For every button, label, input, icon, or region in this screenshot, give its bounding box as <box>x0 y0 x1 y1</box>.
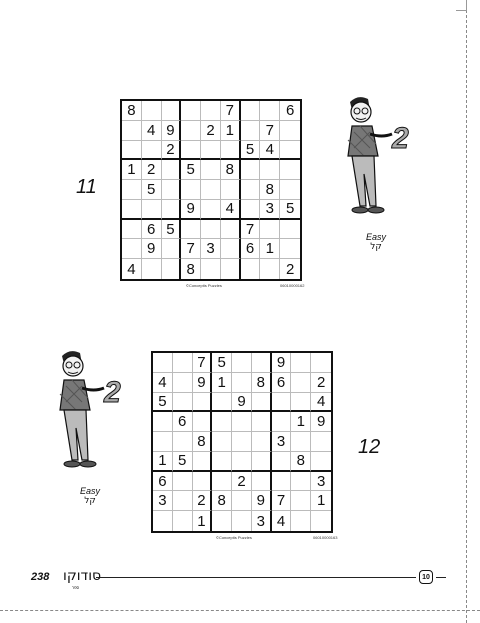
difficulty-hebrew: קל <box>84 496 96 506</box>
sudoku-cell[interactable]: 6 <box>272 373 292 393</box>
sudoku-cell[interactable] <box>241 180 261 200</box>
page-trim-line-right <box>466 0 467 623</box>
sudoku-cell[interactable]: 8 <box>291 452 311 472</box>
sudoku-cell[interactable]: 9 <box>272 353 292 373</box>
sudoku-cell[interactable] <box>260 259 280 279</box>
sudoku-cell[interactable] <box>221 180 241 200</box>
sudoku-cell[interactable]: 9 <box>232 393 252 413</box>
sudoku-cell[interactable]: 2 <box>311 373 331 393</box>
sudoku-cell[interactable]: 8 <box>221 160 241 180</box>
sudoku-cell[interactable]: 6 <box>173 412 193 432</box>
sudoku-cell[interactable] <box>162 200 182 220</box>
sudoku-cell[interactable] <box>153 412 173 432</box>
sudoku-cell[interactable] <box>311 353 331 373</box>
sudoku-cell[interactable] <box>291 393 311 413</box>
sudoku-cell[interactable]: 8 <box>212 491 232 511</box>
sudoku-cell[interactable] <box>181 220 201 240</box>
sudoku-cell[interactable]: 7 <box>272 491 292 511</box>
sudoku-cell[interactable] <box>241 121 261 141</box>
sudoku-cell[interactable] <box>272 393 292 413</box>
sudoku-cell[interactable] <box>181 101 201 121</box>
sudoku-cell[interactable] <box>232 432 252 452</box>
sudoku-cell[interactable] <box>162 160 182 180</box>
sudoku-cell[interactable] <box>221 259 241 279</box>
sudoku-cell[interactable] <box>272 452 292 472</box>
sudoku-cell[interactable]: 1 <box>193 511 213 531</box>
sudoku-cell[interactable]: 9 <box>311 412 331 432</box>
sudoku-cell[interactable]: 9 <box>193 373 213 393</box>
sudoku-cell[interactable] <box>153 432 173 452</box>
sudoku-grid-11[interactable] <box>120 99 302 281</box>
sudoku-cell[interactable]: 6 <box>280 101 300 121</box>
puzzle-code: 06010000162 <box>280 283 305 288</box>
sudoku-cell[interactable]: 9 <box>252 491 272 511</box>
sudoku-cell[interactable] <box>280 141 300 161</box>
sudoku-cell[interactable]: 8 <box>181 259 201 279</box>
sudoku-cell[interactable] <box>162 259 182 279</box>
sudoku-cell[interactable] <box>260 220 280 240</box>
sudoku-cell[interactable]: 1 <box>260 239 280 259</box>
sudoku-cell[interactable] <box>260 160 280 180</box>
sudoku-cell[interactable] <box>252 472 272 492</box>
sudoku-cell[interactable] <box>241 200 261 220</box>
sudoku-cell[interactable] <box>280 220 300 240</box>
sudoku-cell[interactable] <box>272 412 292 432</box>
sudoku-cell[interactable]: 5 <box>241 141 261 161</box>
sudoku-cell[interactable] <box>122 200 142 220</box>
sudoku-cell[interactable]: 2 <box>193 491 213 511</box>
sudoku-cell[interactable] <box>173 491 193 511</box>
sudoku-cell[interactable] <box>280 239 300 259</box>
sudoku-cell[interactable] <box>280 160 300 180</box>
sudoku-cell[interactable] <box>232 412 252 432</box>
sudoku-cell[interactable] <box>201 101 221 121</box>
sudoku-cell[interactable]: 4 <box>260 141 280 161</box>
difficulty-english: Easy <box>365 232 386 242</box>
page-trim-line-bottom <box>0 610 480 611</box>
sudoku-cell[interactable] <box>193 452 213 472</box>
sudoku-cell[interactable] <box>311 511 331 531</box>
sudoku-cell[interactable]: 9 <box>142 239 162 259</box>
sudoku-cell[interactable] <box>291 472 311 492</box>
sudoku-cell[interactable] <box>212 511 232 531</box>
sudoku-cell[interactable] <box>193 412 213 432</box>
sudoku-cell[interactable] <box>193 393 213 413</box>
sudoku-cell[interactable] <box>142 200 162 220</box>
sudoku-cell[interactable] <box>201 180 221 200</box>
sudoku-cell[interactable] <box>173 511 193 531</box>
sudoku-cell[interactable] <box>291 511 311 531</box>
sudoku-cell[interactable] <box>201 220 221 240</box>
svg-text:2: 2 <box>392 122 409 155</box>
sudoku-cell[interactable]: 9 <box>181 200 201 220</box>
sudoku-cell[interactable] <box>252 353 272 373</box>
sudoku-cell[interactable] <box>280 180 300 200</box>
sudoku-cell[interactable] <box>241 160 261 180</box>
sudoku-cell[interactable]: 7 <box>181 239 201 259</box>
page-number: 238 <box>31 571 50 583</box>
sudoku-cell[interactable] <box>142 259 162 279</box>
sudoku-cell[interactable] <box>291 432 311 452</box>
sudoku-cell[interactable]: 7 <box>193 353 213 373</box>
sudoku-cell[interactable] <box>153 353 173 373</box>
sudoku-cell[interactable]: 5 <box>142 180 162 200</box>
sudoku-cell[interactable]: 2 <box>232 472 252 492</box>
sudoku-cell[interactable]: 5 <box>153 393 173 413</box>
sudoku-cell[interactable] <box>173 393 193 413</box>
sudoku-cell[interactable] <box>181 180 201 200</box>
sudoku-cell[interactable] <box>280 121 300 141</box>
puzzle-credit: ©Conceptis Puzzles <box>216 535 252 540</box>
puzzle-number-11: 11 <box>76 176 97 198</box>
sudoku-cell[interactable]: 9 <box>162 121 182 141</box>
sudoku-cell[interactable]: 2 <box>285 260 295 278</box>
sudoku-cell[interactable] <box>252 393 272 413</box>
sudoku-cell[interactable]: 4 <box>142 121 162 141</box>
sudoku-cell[interactable] <box>173 432 193 452</box>
sudoku-cell[interactable]: 3 <box>153 491 173 511</box>
sudoku-cell[interactable]: 3 <box>252 511 272 531</box>
sudoku-cell[interactable] <box>153 511 173 531</box>
sudoku-cell[interactable] <box>181 121 201 141</box>
sudoku-cell[interactable] <box>212 452 232 472</box>
sudoku-cell[interactable]: 1 <box>291 412 311 432</box>
sudoku-cell[interactable] <box>311 452 331 472</box>
sudoku-cell[interactable] <box>232 511 252 531</box>
sudoku-cell[interactable] <box>122 180 142 200</box>
sudoku-cell[interactable] <box>122 220 142 240</box>
sudoku-cell[interactable]: 1 <box>212 373 232 393</box>
sudoku-logo-subtitle: ספר <box>72 585 80 590</box>
sudoku-cell[interactable] <box>221 141 241 161</box>
sudoku-cell[interactable] <box>241 259 261 279</box>
sudoku-cell[interactable]: 7 <box>241 220 261 240</box>
sudoku-cell[interactable] <box>291 491 311 511</box>
sudoku-cell[interactable] <box>212 472 232 492</box>
sudoku-grid-12[interactable] <box>151 351 333 533</box>
sudoku-cell[interactable]: 4 <box>311 393 331 413</box>
sudoku-cell[interactable]: 2 <box>142 160 162 180</box>
difficulty-english: Easy <box>79 486 100 496</box>
sudoku-cell[interactable]: 6 <box>142 220 162 240</box>
sudoku-cell[interactable]: 8 <box>252 373 272 393</box>
sudoku-cell[interactable]: 1 <box>221 121 241 141</box>
sudoku-cell[interactable] <box>173 472 193 492</box>
sudoku-cell[interactable] <box>162 101 182 121</box>
sudoku-cell[interactable]: 7 <box>221 101 241 121</box>
sudoku-cell[interactable]: 3 <box>201 239 221 259</box>
sudoku-cell[interactable]: 1 <box>153 452 173 472</box>
sudoku-cell[interactable]: 3 <box>260 200 280 220</box>
sudoku-cell[interactable] <box>142 101 162 121</box>
sudoku-cell[interactable]: 7 <box>260 121 280 141</box>
sudoku-cell[interactable]: 8 <box>122 101 142 121</box>
sudoku-cell[interactable] <box>173 353 193 373</box>
sudoku-cell[interactable] <box>212 412 232 432</box>
sudoku-cell[interactable]: 4 <box>221 200 241 220</box>
sudoku-cell[interactable] <box>221 239 241 259</box>
sudoku-cell[interactable] <box>122 141 142 161</box>
sudoku-cell[interactable]: 6 <box>153 472 173 492</box>
sudoku-cell[interactable] <box>221 220 241 240</box>
sudoku-cell[interactable] <box>142 141 162 161</box>
puzzle-code: 06010000163 <box>313 535 338 540</box>
sudoku-cell[interactable] <box>252 452 272 472</box>
sudoku-cell[interactable] <box>201 259 221 279</box>
sudoku-cell[interactable] <box>122 239 142 259</box>
sudoku-cell[interactable] <box>212 432 232 452</box>
sudoku-cell[interactable] <box>162 180 182 200</box>
sudoku-cell[interactable]: 2 <box>201 121 221 141</box>
sudoku-cell[interactable]: 5 <box>212 353 232 373</box>
sudoku-cell[interactable] <box>232 452 252 472</box>
sudoku-cell[interactable] <box>232 491 252 511</box>
puzzle-credit: ©Conceptis Puzzles <box>186 283 222 288</box>
sudoku-cell[interactable]: 1 <box>311 491 331 511</box>
difficulty-label-11 <box>356 232 396 252</box>
sudoku-cell[interactable]: 8 <box>193 432 213 452</box>
sudoku-cell[interactable]: 4 <box>272 511 292 531</box>
page-crop-mark <box>456 0 467 11</box>
mascot-holding-number-2-icon <box>340 94 420 230</box>
puzzle-number-12: 12 <box>358 436 381 458</box>
sudoku-cell[interactable] <box>193 472 213 492</box>
sudoku-cell[interactable]: 5 <box>173 452 193 472</box>
sudoku-cell[interactable] <box>201 141 221 161</box>
sudoku-cell[interactable] <box>122 121 142 141</box>
footer-divider <box>96 577 416 578</box>
sudoku-cell[interactable] <box>311 432 331 452</box>
sudoku-cell[interactable]: 8 <box>260 180 280 200</box>
sudoku-cell[interactable] <box>260 101 280 121</box>
sudoku-cell[interactable] <box>291 373 311 393</box>
sudoku-cell[interactable] <box>212 393 232 413</box>
sudoku-cell[interactable] <box>252 412 272 432</box>
mascot-holding-number-2-icon <box>52 348 132 484</box>
sudoku-cell[interactable]: 6 <box>241 239 261 259</box>
sudoku-cell[interactable] <box>241 101 261 121</box>
sudoku-cell[interactable]: 2 <box>162 141 182 161</box>
sudoku-cell[interactable] <box>232 373 252 393</box>
difficulty-label-12 <box>70 486 110 506</box>
sudoku-cell[interactable]: 4 <box>153 373 173 393</box>
sudoku-cell[interactable]: 5 <box>162 220 182 240</box>
sudoku-cell[interactable]: 1 <box>122 160 142 180</box>
sudoku-cell[interactable]: 4 <box>122 259 142 279</box>
sudoku-cell[interactable] <box>291 353 311 373</box>
sudoku-cell[interactable] <box>162 239 182 259</box>
sudoku-cell[interactable] <box>232 353 252 373</box>
sudoku-cell[interactable]: 3 <box>272 432 292 452</box>
difficulty-hebrew: קל <box>370 242 382 252</box>
sudoku-cell[interactable] <box>181 141 201 161</box>
sudoku-cell[interactable]: 5 <box>280 200 300 220</box>
sudoku-cell[interactable] <box>252 432 272 452</box>
section-badge: 10 <box>419 570 433 584</box>
sudoku-cell[interactable] <box>201 160 221 180</box>
sudoku-cell[interactable] <box>272 472 292 492</box>
svg-text:2: 2 <box>104 376 121 409</box>
sudoku-cell[interactable] <box>201 200 221 220</box>
sudoku-logo: סודוקו <box>63 568 102 584</box>
sudoku-cell[interactable]: 5 <box>181 160 201 180</box>
sudoku-cell[interactable]: 3 <box>311 472 331 492</box>
sudoku-cell[interactable] <box>173 373 193 393</box>
footer-divider-end <box>436 577 446 578</box>
